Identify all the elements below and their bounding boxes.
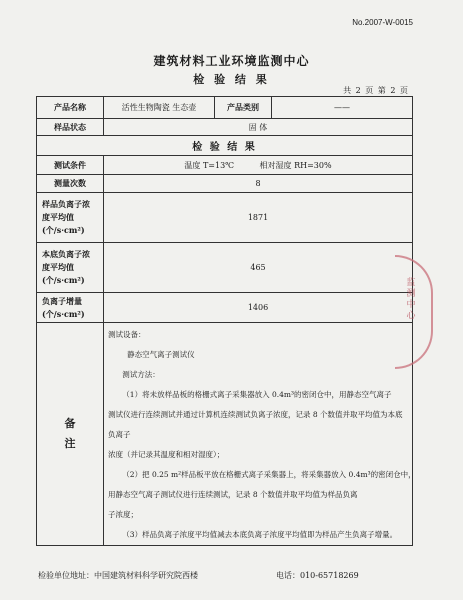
remark-line: 子浓度； (108, 510, 138, 519)
increase-label: 负离子增量 (个/s·cm²) (37, 293, 104, 323)
remark-line: （3）样品负离子浓度平均值减去本底负离子浓度平均值即为样品产生负离子增量。 (108, 530, 398, 539)
remark-line: 静态空气离子测试仪 (108, 350, 195, 359)
report-title: 检 验 结 果 (193, 73, 270, 86)
increase-value: 1406 (104, 293, 413, 323)
sample-state-value: 固 体 (104, 119, 413, 136)
results-table (36, 96, 416, 546)
measure-count-label: 测量次数 (37, 175, 104, 193)
remarks-label: 备 注 (37, 323, 104, 546)
sample-state-label: 样品状态 (37, 119, 104, 136)
remark-line: 浓度（并记录其温度和相对湿度）； (108, 450, 225, 459)
conditions-label: 测试条件 (37, 156, 104, 175)
footer-address: 检验单位地址：中国建筑材料科学研究院西楼 (38, 571, 198, 580)
remarks-content (104, 323, 416, 546)
sample-avg-label: 样品负离子浓 度平均值 (个/s·cm²) (37, 193, 104, 243)
remark-line: 测试方法： (108, 370, 160, 379)
remark-line: 测试设备： (108, 330, 146, 339)
footer-phone: 电话：010-65718269 (276, 571, 359, 580)
product-category-label: 产品类别 (215, 97, 272, 119)
section-title: 检 验 结 果 (37, 136, 413, 156)
remark-line: 测试仪进行连续测试并通过计算机连续测试负离子浓度，记录 8 个数值并取平均值为本底负离子 (108, 410, 403, 439)
official-seal-text: 监测中心 (406, 278, 416, 321)
base-avg-label: 本底负离子浓 度平均值 (个/s·cm²) (37, 243, 104, 293)
conditions-value: 温度 T=13℃ 相对湿度 RH=30% (104, 156, 413, 175)
organization-title: 建筑材料工业环境监测中心 (153, 54, 310, 68)
page-info: 共 2 页 第 2 页 (343, 86, 409, 95)
product-category-value: —— (272, 97, 413, 119)
document-number: No.2007-W-0015 (352, 18, 413, 27)
base-avg-value: 465 (104, 243, 413, 293)
measure-count-value: 8 (104, 175, 413, 193)
remark-line: 用静态空气离子测试仪进行连续测试，记录 8 个数值并取平均值为样品负离 (108, 490, 358, 499)
remark-line: （1）将未放样品板的格栅式离子采集器放入 0.4m³的密闭仓中，用静态空气离子 (108, 390, 392, 399)
product-name-label: 产品名称 (37, 97, 104, 119)
product-name-value: 活性生物陶瓷 生态壶 (104, 97, 215, 119)
sample-avg-value: 1871 (104, 193, 413, 243)
remark-line: （2）把 0.25 m²样品板平放在格栅式离子采集器上，将采集器放入 0.4m³的密闭仓中， (108, 470, 416, 479)
